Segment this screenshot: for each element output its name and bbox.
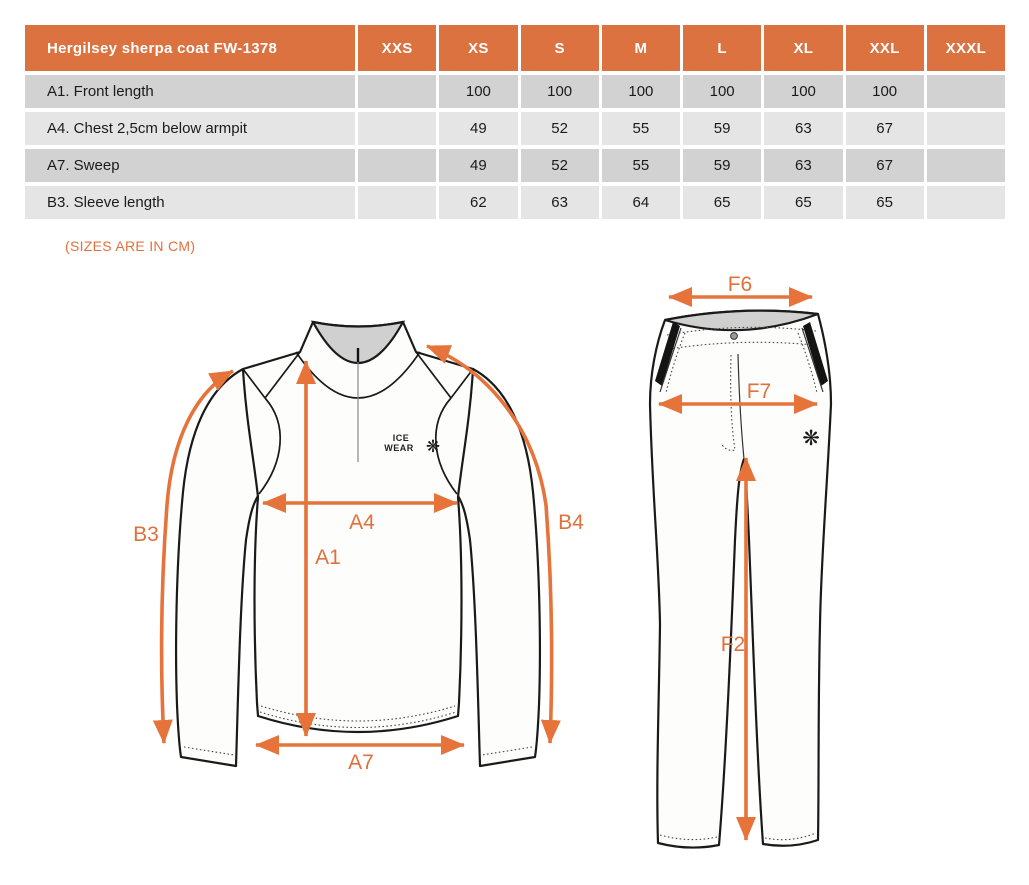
pants-snowflake-icon: ❋ [802, 426, 820, 450]
size-header-l: L [683, 25, 761, 71]
value-cell: 62 [439, 186, 517, 219]
value-cell: 100 [602, 75, 680, 108]
label-b4: B4 [558, 511, 584, 534]
value-cell: 65 [683, 186, 761, 219]
waist-button [731, 333, 738, 340]
sizes-note: (SIZES ARE IN CM) [65, 238, 196, 254]
value-cell: 100 [846, 75, 924, 108]
pants-body [650, 311, 831, 848]
value-cell: 63 [764, 149, 842, 182]
label-a7: A7 [348, 751, 374, 774]
value-cell: 100 [764, 75, 842, 108]
row-label-front-length: A1. Front length [25, 75, 355, 108]
value-cell: 59 [683, 149, 761, 182]
value-cell: 52 [521, 112, 599, 145]
row-label-chest: A4. Chest 2,5cm below armpit [25, 112, 355, 145]
jacket-snowflake-icon: ❋ [425, 437, 441, 457]
size-header-xl: XL [764, 25, 842, 71]
value-cell: 63 [764, 112, 842, 145]
pants-drawing [650, 273, 831, 848]
value-cell: 49 [439, 112, 517, 145]
value-cell: 64 [602, 186, 680, 219]
value-cell: 49 [439, 149, 517, 182]
label-a4: A4 [349, 511, 375, 534]
value-cell: 52 [521, 149, 599, 182]
table-title: Hergilsey sherpa coat FW-1378 [25, 25, 355, 71]
row-label-sweep: A7. Sweep [25, 149, 355, 182]
value-cell: 100 [521, 75, 599, 108]
size-header-xxl: XXL [846, 25, 924, 71]
label-a1: A1 [315, 546, 341, 569]
size-header-xxs: XXS [358, 25, 436, 71]
size-header-xxxl: XXXL [927, 25, 1005, 71]
value-cell: 55 [602, 112, 680, 145]
value-cell: 65 [846, 186, 924, 219]
size-header-s: S [521, 25, 599, 71]
label-f6: F6 [727, 273, 753, 296]
size-header-xs: XS [439, 25, 517, 71]
value-cell: 67 [846, 112, 924, 145]
value-cell: 100 [683, 75, 761, 108]
value-cell: 65 [764, 186, 842, 219]
value-cell: 63 [521, 186, 599, 219]
label-f2: F2 [720, 633, 746, 656]
value-cell: 59 [683, 112, 761, 145]
icewear-logo-line2: WEAR [384, 443, 414, 453]
value-cell: 55 [602, 149, 680, 182]
size-header-m: M [602, 25, 680, 71]
value-cell: 100 [439, 75, 517, 108]
label-b3: B3 [133, 523, 159, 546]
jacket-drawing [133, 322, 584, 774]
row-label-sleeve-length: B3. Sleeve length [25, 186, 355, 219]
value-cell: 67 [846, 149, 924, 182]
label-f7: F7 [746, 380, 772, 403]
icewear-logo-line1: ICE [392, 433, 410, 443]
